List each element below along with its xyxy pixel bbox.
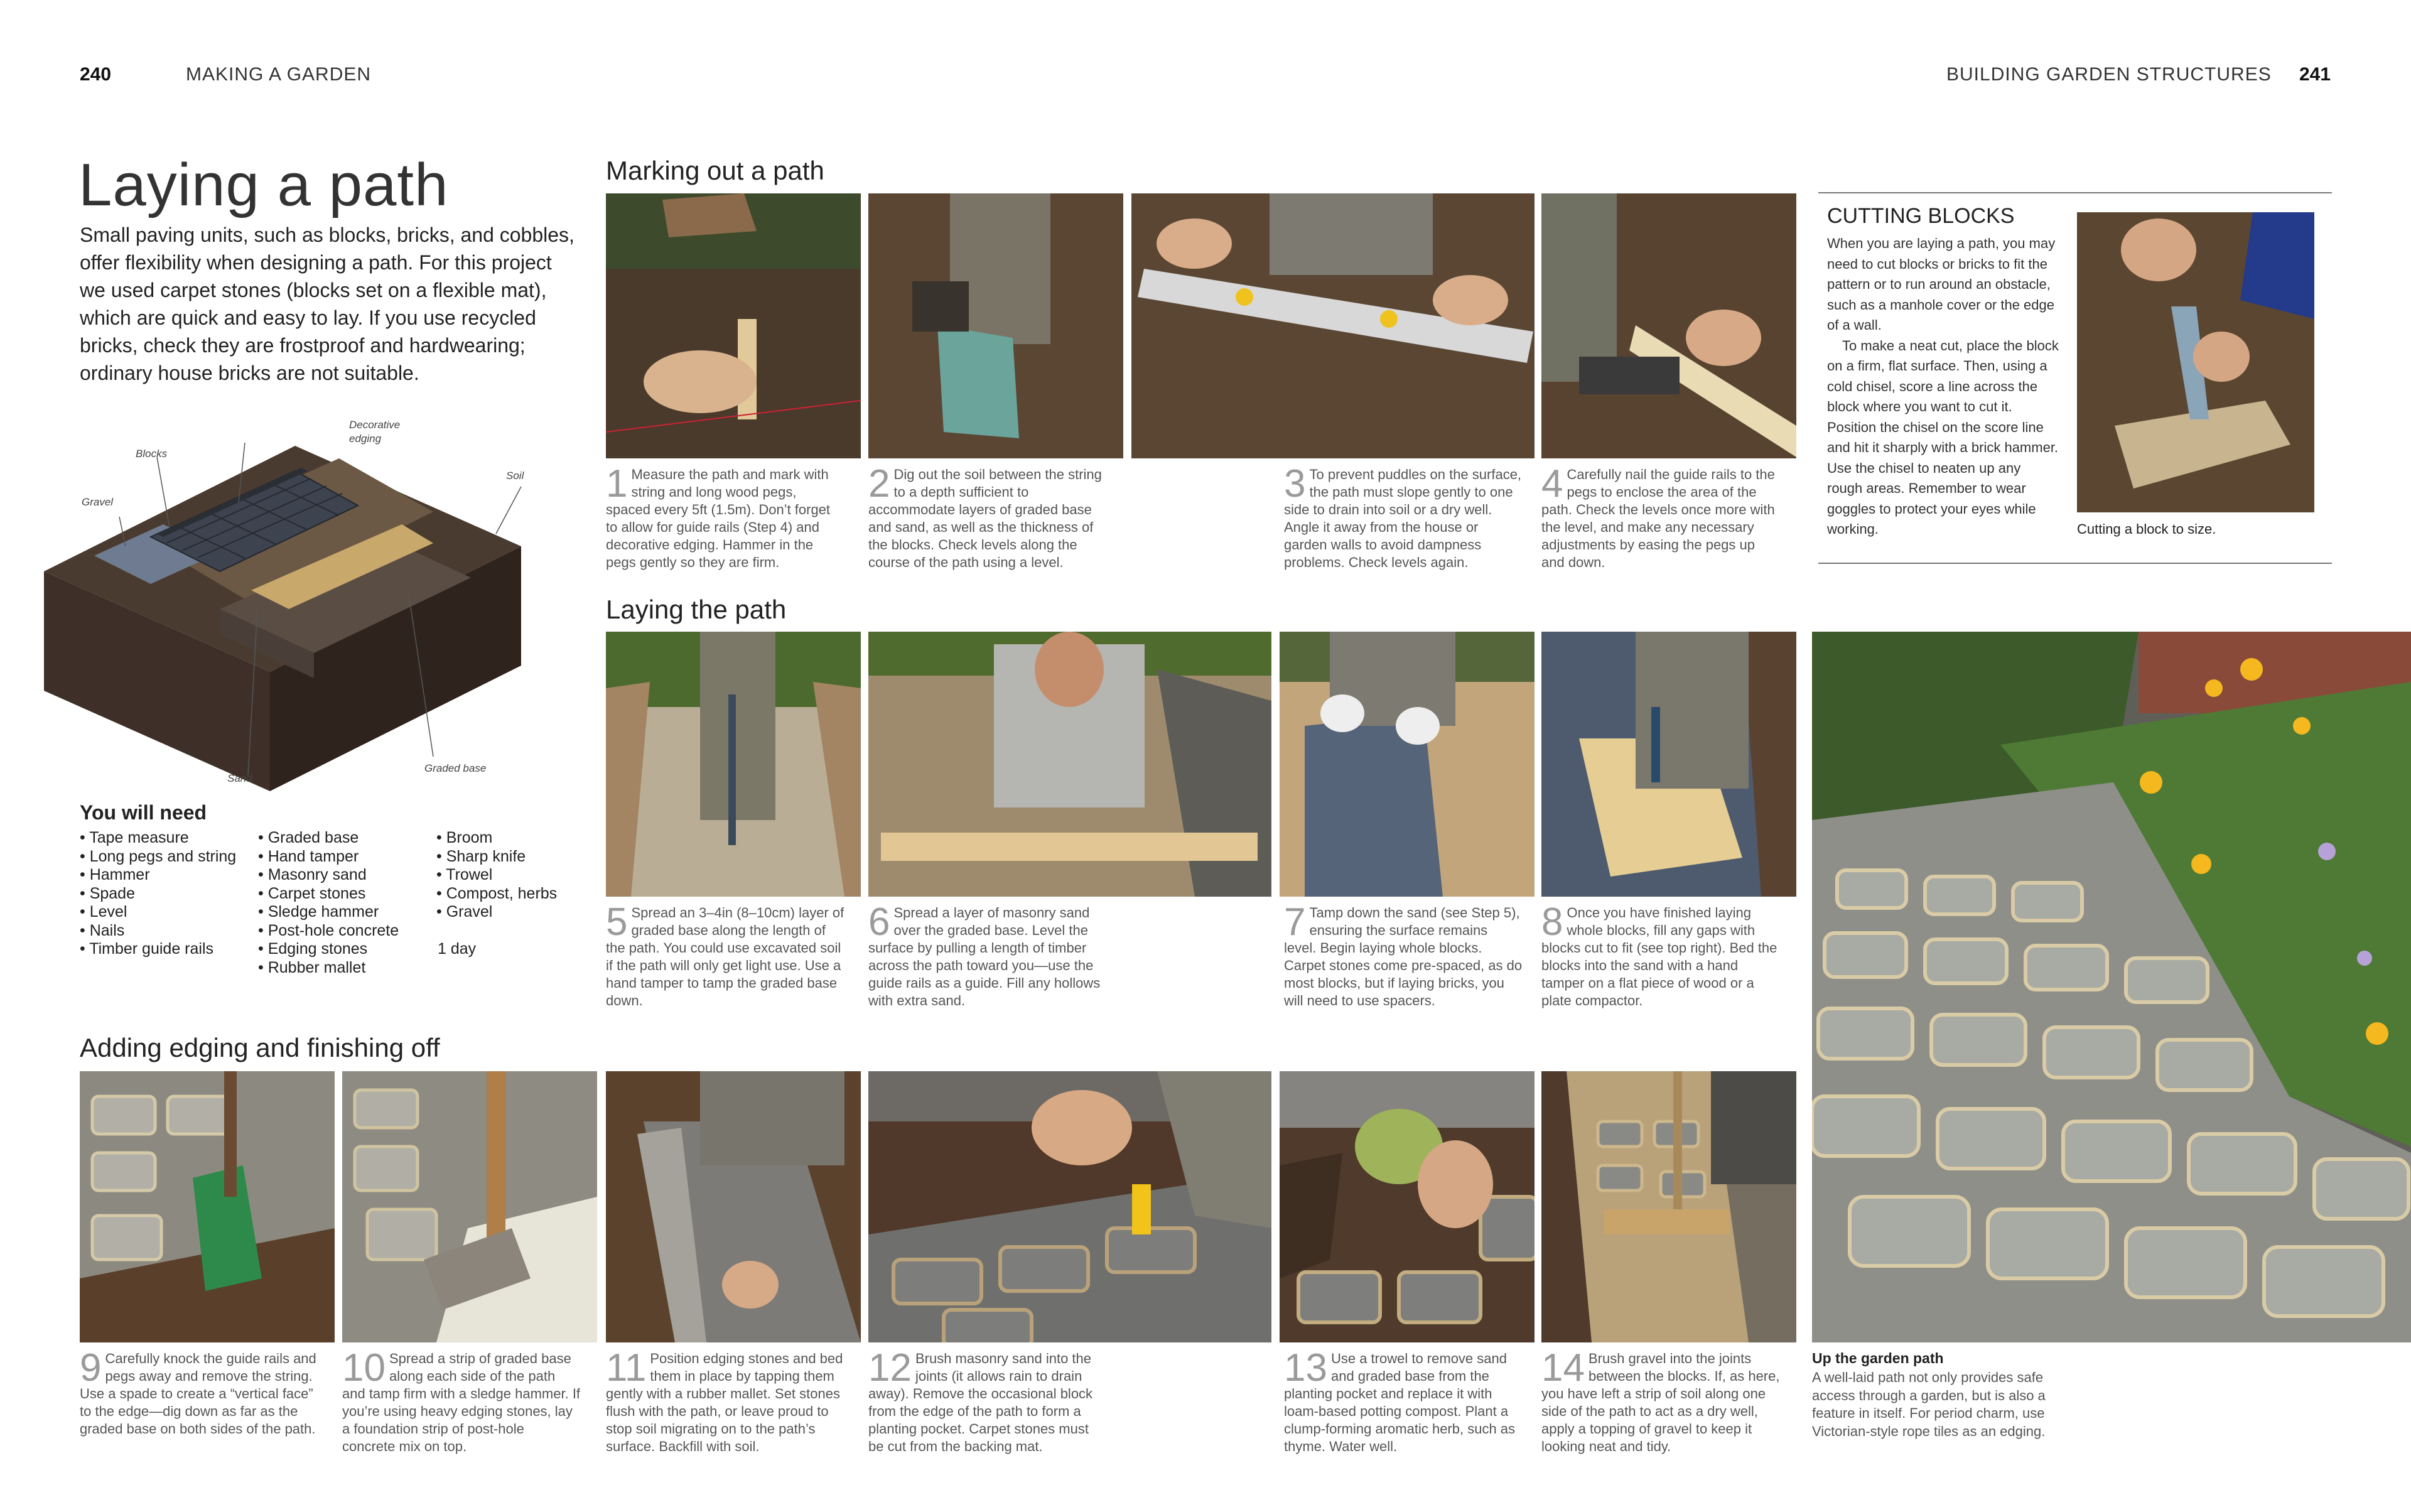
step-10-photo (342, 1071, 597, 1342)
garden-caption-title: Up the garden path (1812, 1350, 1944, 1366)
step-11-photo (606, 1071, 861, 1342)
step-4: 4 Carefully nail the guide rails to the pegs to enclose the area of the path. Check the levels once more with the level, and make any necessary adjustments by easing the pegs up and down. (1541, 462, 1775, 570)
label-graded-base: Graded base (424, 762, 487, 774)
step-4-photo (1541, 193, 1796, 458)
list-item: • Long pegs and string (80, 848, 243, 867)
step-13-photo (1280, 1071, 1535, 1342)
step-3: 3 To prevent puddles on the surface, the path must slope gently to one side to drain into soil or a dry well. Angle it away from the house or garden walls to avoid dampness problems. Check levels again. (1284, 462, 1522, 570)
list-item: • Nails (80, 922, 243, 941)
step-5: 5 Spread an 3–4in (8–10cm) layer of graded base along the length of the path. You could use excavated soil if the path will only get light use. Use a hand tamper to tamp the graded base down. (606, 900, 844, 1008)
cutting-blocks-top-rule (1818, 192, 2332, 193)
cutting-blocks-bottom-rule (1818, 563, 2332, 564)
section-heading-marking: Marking out a path (606, 156, 824, 185)
step-10: 10 Spread a strip of graded base along each side of the path and tamp firm with a sledge hammer. If you’re using heavy edging stones, lay a foundation strip of post-hole concrete mix on top. (342, 1346, 581, 1454)
page-title: Laying a path (78, 151, 449, 219)
cutting-blocks-heading: CUTTING BLOCKS (1827, 204, 2015, 228)
step-6-photo (868, 632, 1271, 897)
cutting-block-photo (2077, 212, 2314, 512)
cutting-blocks-para1: When you are laying a path, you may need to cut blocks or bricks to fit the pattern or to run around an obstacle, such as a manhole cover or the edge of a wall. (1827, 235, 2056, 333)
needs-list-col3 (436, 829, 593, 922)
section-heading-edging: Adding edging and finishing off (80, 1033, 440, 1062)
right-running-head: BUILDING GARDEN STRUCTURES (1946, 64, 2272, 85)
cutting-blocks-text (1827, 234, 2059, 540)
label-sand: Sand (227, 772, 252, 784)
step-11: 11 Position edging stones and bed them in place by tapping them gently with a rubber mallet. Set stones flush with the path, or leave proud to stop soil migrating on to the path’s surface. Backfill with soil. (606, 1346, 843, 1454)
step-3-photo (1131, 193, 1535, 458)
label-gravel: Gravel (82, 496, 114, 508)
step-13: 13 Use a trowel to remove sand and graded base from the planting pocket and replace it with loam-based potting compost. Plant a clump-forming aromatic herb, such as thyme. Water well. (1284, 1346, 1516, 1454)
label-decorative-edging: Decorative edging (349, 419, 401, 445)
list-item: • Trowel (436, 866, 593, 885)
list-item: • Graded base (258, 829, 434, 848)
step-9: 9 Carefully knock the guide rails and pegs away and remove the string. Use a spade to create a “vertical face” to the edge—dig down as far as the graded base on both sides of the path. (80, 1346, 316, 1437)
right-page-number: 241 (2299, 64, 2331, 85)
step-8-photo (1541, 632, 1796, 897)
list-item: • Sledge hammer (258, 903, 434, 922)
label-blocks: Blocks (136, 448, 168, 460)
list-item: • Hammer (80, 866, 243, 885)
list-item: • Compost, herbs (436, 885, 593, 904)
left-page-number: 240 (80, 64, 112, 85)
list-item: • Broom (436, 829, 593, 848)
step-8: 8 Once you have finished laying whole blocks, fill any gaps with blocks cut to fit (see top right). Bed the blocks into the sand with a hand tamper on a flat piece of wood or a plate compactor. (1541, 900, 1777, 1008)
needs-list-col2 (258, 829, 434, 977)
time-required: 1 day (438, 940, 477, 958)
list-item: • Gravel (436, 903, 593, 922)
list-item: • Masonry sand (258, 866, 434, 885)
list-item: • Timber guide rails (80, 940, 243, 959)
list-item: • Tape measure (80, 829, 243, 848)
section-heading-laying: Laying the path (606, 595, 787, 624)
you-will-need-heading: You will need (80, 801, 207, 824)
intro-text: Small paving units, such as blocks, bricks, and cobbles, offer flexibility when designing a path. For this project we used carpet stones (blocks set on a flexible mat), which are quick and easy to lay. If you use recycled bricks, check they are frostproof and hardwearing; ordinary house bricks are not suitable. (80, 224, 574, 384)
step-12-photo (868, 1071, 1271, 1342)
list-item: • Carpet stones (258, 885, 434, 904)
step-2-photo (868, 193, 1123, 458)
list-item: • Spade (80, 885, 243, 904)
garden-caption-text: A well-laid path not only provides safe access through a garden, but is also a feature in itself. For period charm, use Victorian-style rope tiles as an edging. (1812, 1369, 2046, 1439)
step-5-photo (606, 632, 861, 897)
step-1: 1 Measure the path and mark with string and long wood pegs, spaced every 5ft (1.5m). Don’t forget to allow for guide rails (Step 4) and decorative edging. Hammer in the pegs gently so they are firm. (606, 462, 831, 570)
list-item: • Rubber mallet (258, 959, 434, 978)
step-14-photo (1541, 1071, 1796, 1342)
step-2: 2 Dig out the soil between the string to a depth sufficient to accommodate layers of graded base and sand, as well as the thickness of the blocks. Check levels along the course of the path using a level. (868, 462, 1102, 570)
list-item: • Post-hole concrete (258, 922, 434, 941)
label-soil: Soil (506, 470, 524, 482)
cutting-block-caption: Cutting a block to size. (2077, 521, 2216, 537)
step-9-photo (80, 1071, 335, 1342)
path-cross-section-diagram (31, 402, 534, 791)
list-item: • Edging stones (258, 940, 434, 959)
list-item: • Hand tamper (258, 848, 434, 867)
list-item: • Level (80, 903, 243, 922)
left-running-head: MAKING A GARDEN (186, 64, 372, 85)
list-item: • Sharp knife (436, 848, 593, 867)
step-7-photo (1280, 632, 1535, 897)
cross-section-illustration (31, 402, 534, 791)
step-7: 7 Tamp down the sand (see Step 5), ensuring the surface remains level. Begin laying whole blocks. Carpet stones come pre-spaced, as do most blocks, but if laying bricks, you will need to use spacers. (1284, 900, 1523, 1008)
step-6: 6 Spread a layer of masonry sand over the graded base. Level the surface by pulling a length of timber across the path toward you—use the guide rails as a guide. Fill any hollows with extra sand. (868, 900, 1101, 1008)
step-1-photo (606, 193, 861, 458)
step-12: 12 Brush masonry sand into the joints (it allows rain to drain away). Remove the occasional block from the edge of the path to form a planting pocket. Carpet stones must be cut from the backing mat. (868, 1346, 1093, 1454)
cutting-blocks-para2: To make a neat cut, place the block on a firm, flat surface. Then, using a cold chisel, score a line across the block where you want to cut it. Position the chisel on the score line and hit it sharply with a brick hammer. Use the chisel to neaten up any rough areas. Remember to wear goggles to protect your eyes while working. (1827, 337, 2059, 537)
garden-path-photo (1812, 632, 2411, 1342)
needs-list-col1 (80, 829, 243, 959)
step-14: 14 Brush gravel into the joints between the blocks. If, as here, you have left a strip of soil along one side of the path to act as a dry well, apply a topping of gravel to keep it looking neat and tidy. (1541, 1346, 1780, 1454)
